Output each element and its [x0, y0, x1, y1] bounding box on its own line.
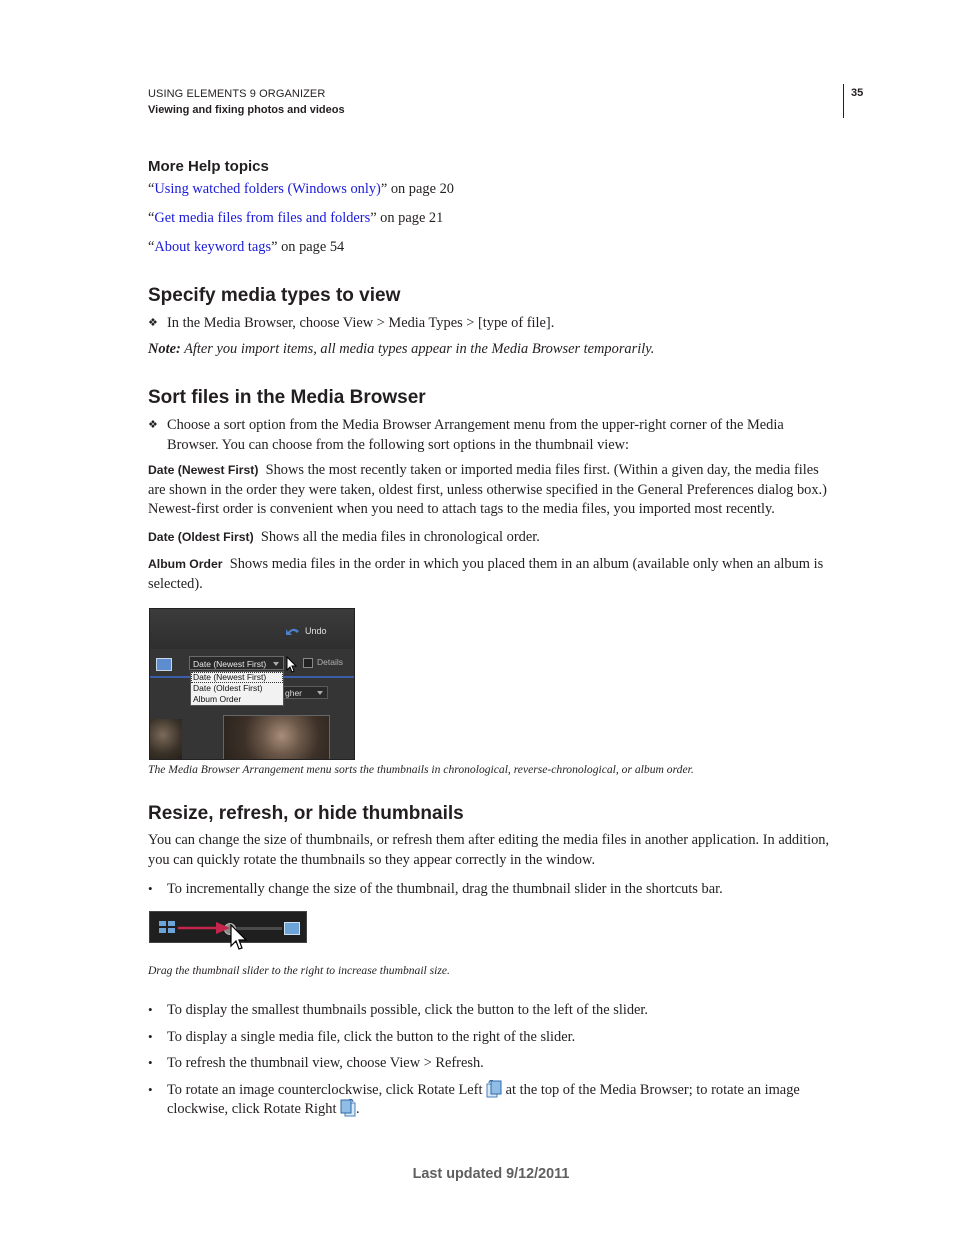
page-reference: ” on page 54	[271, 239, 345, 255]
mouse-cursor-icon	[286, 656, 298, 674]
chevron-down-icon	[317, 691, 323, 695]
arrangement-menu-screenshot	[149, 608, 355, 760]
bullet-icon: •	[148, 1029, 153, 1044]
bullet-text: To incrementally change the size of the thumbnail, drag the thumbnail slider in the shortcuts bar.	[167, 881, 723, 897]
bullet-icon: •	[148, 1002, 153, 1017]
figure-caption: The Media Browser Arrangement menu sorts the thumbnails in chronological, reverse-chronological, or album order.	[148, 763, 694, 776]
rotate-text: clockwise, click Rotate Right	[167, 1101, 341, 1117]
intro-line: you can quickly rotate the thumbnails so they appear correctly in the window.	[148, 852, 596, 868]
photo-thumbnail[interactable]	[223, 715, 330, 760]
details-label: Details	[317, 657, 343, 667]
step-text-line: Choose a sort option from the Media Browser Arrangement menu from the upper-right corner of the Media	[167, 417, 784, 433]
bullet-text: To display the smallest thumbnails possible, click the button to the left of the slider.	[167, 1002, 649, 1018]
option-desc: Shows the most recently taken or imported media files first. (Within a given day, the media files	[265, 462, 819, 478]
section-heading-sort-files: Sort files in the Media Browser	[148, 387, 426, 408]
arrangement-selected-value: Date (Newest First)	[193, 659, 267, 669]
thumbnail-view-icon[interactable]	[156, 658, 172, 671]
help-link-keyword-tags[interactable]: About keyword tags	[154, 239, 272, 255]
last-updated-text: Last updated 9/12/2011	[412, 1166, 570, 1182]
chevron-down-icon	[273, 662, 279, 666]
option-term: Date (Oldest First)	[148, 530, 254, 544]
section-heading-resize: Resize, refresh, or hide thumbnails	[148, 803, 464, 824]
rotate-text: .	[356, 1101, 360, 1117]
arrangement-menu	[190, 671, 284, 706]
quote-open: “	[148, 239, 155, 255]
option-term: Date (Newest First)	[148, 463, 259, 477]
mouse-cursor-icon	[230, 924, 248, 952]
undo-button[interactable]: Undo	[305, 626, 327, 636]
chapter-title: Viewing and fixing photos and videos	[148, 104, 345, 116]
intro-line: You can change the size of thumbnails, or refresh them after editing the media files in another application. In addition,	[148, 832, 830, 848]
option-desc: Shows all the media files in chronological order.	[260, 529, 540, 545]
menu-item-date-oldest[interactable]: Date (Oldest First)	[193, 683, 263, 693]
section-heading-specify-media: Specify media types to view	[148, 285, 401, 306]
bullet-icon: •	[148, 1082, 153, 1097]
rotate-text: at the top of the Media Browser; to rotate an image	[502, 1082, 800, 1098]
rotate-text: To rotate an image counterclockwise, click Rotate Left	[167, 1082, 487, 1098]
figure-caption: Drag the thumbnail slider to the right to increase thumbnail size.	[148, 964, 450, 977]
page-reference: ” on page 20	[380, 181, 454, 197]
bullet-text: To display a single media file, click the button to the right of the slider.	[167, 1029, 576, 1045]
help-link-get-media-files[interactable]: Get media files from files and folders	[154, 210, 371, 226]
sort-option-album	[148, 554, 823, 574]
step-bullet-icon: ❖	[148, 317, 158, 329]
bullet-icon: •	[148, 1055, 153, 1070]
page-number: 35	[851, 87, 864, 99]
bullet-icon: •	[148, 881, 153, 896]
rotate-right-icon	[340, 1099, 356, 1117]
quote-open: “	[148, 210, 155, 226]
menu-item-date-newest[interactable]: Date (Newest First)	[191, 672, 283, 683]
sort-option-newest	[148, 460, 819, 480]
menu-item-album-order[interactable]: Album Order	[193, 694, 242, 704]
option-desc-line: are shown in the order they were taken, oldest first, unless otherwise specified in the General Preferences dialog box.)	[148, 482, 827, 498]
step-text-line: Browser. You can choose from the following sort options in the thumbnail view:	[167, 437, 630, 453]
option-desc-line: Newest-first order is convenient when you need to attach tags to the media files, you imported most recently.	[148, 501, 775, 517]
photo-thumbnail[interactable]	[150, 719, 182, 759]
option-term: Album Order	[148, 557, 223, 571]
sort-option-oldest	[148, 527, 540, 547]
small-thumbnails-icon[interactable]	[159, 921, 175, 933]
thumbnail-slider-screenshot	[149, 911, 307, 943]
drag-arrow-icon	[178, 922, 230, 934]
bullet-text-rotate-cont	[167, 1099, 360, 1119]
undo-icon[interactable]	[286, 626, 300, 636]
step-bullet-icon: ❖	[148, 419, 158, 431]
step-text: In the Media Browser, choose View > Media Types > [type of file].	[167, 315, 555, 331]
more-help-heading: More Help topics	[148, 158, 269, 175]
header-divider	[843, 84, 844, 118]
quote-open: “	[148, 181, 155, 197]
rotate-left-icon	[486, 1080, 502, 1098]
note-label: Note:	[148, 341, 181, 357]
book-title: USING ELEMENTS 9 ORGANIZER	[148, 88, 326, 100]
option-desc: Shows media files in the order in which you placed them in an album (available only when an album is	[229, 556, 824, 572]
note	[148, 339, 654, 359]
note-text: After you import items, all media types appear in the Media Browser temporarily.	[180, 341, 655, 357]
single-media-icon[interactable]	[284, 922, 300, 935]
page-reference: ” on page 21	[370, 210, 444, 226]
bullet-text-rotate	[167, 1080, 800, 1100]
last-updated	[0, 1166, 954, 1182]
arrangement-dropdown[interactable]	[189, 656, 284, 670]
help-link-row	[148, 208, 443, 228]
help-link-row	[148, 179, 454, 199]
bullet-text: To refresh the thumbnail view, choose View > Refresh.	[167, 1055, 484, 1071]
option-desc-line: selected).	[148, 576, 203, 592]
details-checkbox[interactable]	[303, 658, 313, 668]
secondary-dropdown-value: gher	[285, 688, 303, 698]
help-link-watched-folders[interactable]: Using watched folders (Windows only)	[154, 181, 381, 197]
help-link-row	[148, 237, 344, 257]
secondary-dropdown[interactable]	[280, 686, 328, 699]
